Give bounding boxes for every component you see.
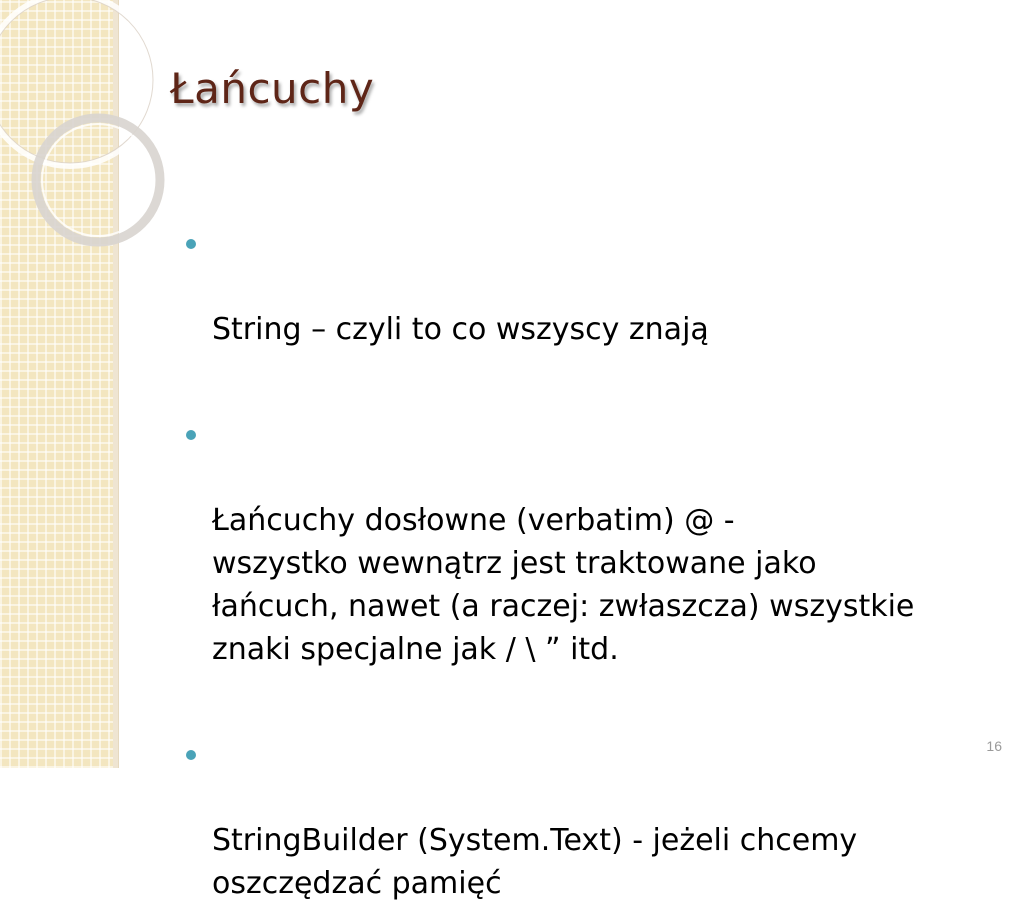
bullet-text: StringBuilder (System.Text) - jeżeli chcemy oszczędzać pamięć xyxy=(212,823,858,901)
slide-title: Łańcuchy xyxy=(170,64,375,113)
slide-number: 16 xyxy=(986,738,1002,754)
bullet-icon xyxy=(186,239,196,249)
bullet-item xyxy=(182,413,997,671)
bullet-item xyxy=(182,222,997,351)
bullet-icon xyxy=(186,750,196,760)
small-ring-inner xyxy=(42,124,154,236)
bullet-list xyxy=(182,222,997,905)
bullet-item xyxy=(182,733,997,905)
bullet-icon xyxy=(186,430,196,440)
bullet-text: Łańcuchy dosłowne (verbatim) @ - wszystko wewnątrz jest traktowane jako łańcuch, nawet (a raczej: zwłaszcza) wszystkie znaki specjalne jak / \ ” itd. xyxy=(212,503,915,667)
bullet-text: String – czyli to co wszyscy znają xyxy=(212,312,709,347)
small-ring xyxy=(36,118,160,242)
decorative-rings xyxy=(0,0,180,260)
